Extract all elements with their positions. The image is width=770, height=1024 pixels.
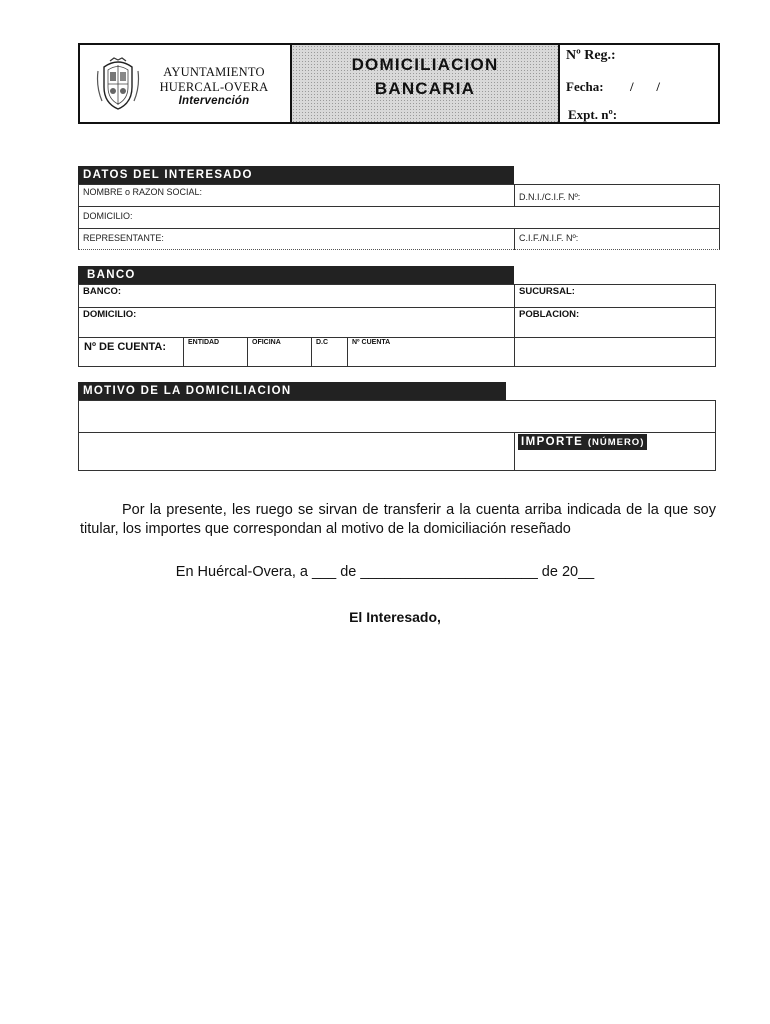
column-divider <box>514 433 515 470</box>
motivo-row <box>78 400 716 433</box>
organization-block <box>80 45 290 122</box>
banco-domicilio-row <box>78 307 716 338</box>
fecha-label: Fecha: <box>566 79 604 94</box>
dc-label: D.C <box>316 339 329 346</box>
sucursal-label: SUCURSAL: <box>519 286 575 297</box>
section-title-interesado: DATOS DEL INTERESADO <box>78 166 514 184</box>
representante-label: REPRESENTANTE: <box>83 233 164 243</box>
column-divider <box>347 338 348 366</box>
importe-row <box>78 432 716 471</box>
column-divider <box>514 285 515 307</box>
importe-label-text: IMPORTE <box>521 436 584 448</box>
entidad-label: ENTIDAD <box>188 339 220 346</box>
oficina-label: OFICINA <box>252 339 281 346</box>
expediente-label: Expt. nº: <box>568 107 618 122</box>
banco-label: BANCO: <box>83 286 121 297</box>
request-paragraph: Por la presente, les ruego se sirvan de transferir a la cuenta arriba indicada de la que soy titular, los importes que correspondan al motivo de la domiciliación reseñado <box>80 502 716 537</box>
domicilio-row <box>78 206 720 229</box>
org-name-line-2: HUERCAL-OVERA <box>159 80 269 94</box>
section-title-motivo: MOTIVO DE LA DOMICILIACION <box>78 382 506 400</box>
signature-label: El Interesado, <box>349 609 441 625</box>
numero-cuenta-label: Nº CUENTA <box>352 339 391 346</box>
cuenta-label: Nº DE CUENTA: <box>84 341 167 353</box>
cuenta-row <box>78 337 716 367</box>
form-title-box <box>290 43 560 124</box>
form-header <box>78 43 720 124</box>
banco-domicilio-label: DOMICILIO: <box>83 309 137 320</box>
representante-row <box>78 228 720 250</box>
reg-number-label: Nº Reg.: <box>566 48 616 63</box>
importe-label <box>518 434 647 450</box>
column-divider <box>247 338 248 366</box>
nombre-label: NOMBRE o RAZON SOCIAL: <box>83 187 203 197</box>
column-divider <box>514 229 515 250</box>
coat-of-arms-icon <box>96 57 140 111</box>
registry-block <box>560 45 718 122</box>
fecha-separators: / / <box>630 79 660 94</box>
importe-sub-label: (NÚMERO) <box>587 437 645 448</box>
column-divider <box>514 185 515 206</box>
column-divider <box>514 338 515 366</box>
banco-row <box>78 284 716 308</box>
department-name: Intervención <box>178 95 250 107</box>
dni-label: D.N.I./C.I.F. Nº: <box>519 192 581 202</box>
form-title-line-2: BANCARIA <box>374 79 476 98</box>
org-name-line-1: AYUNTAMIENTO <box>163 65 265 79</box>
section-title-banco: BANCO <box>78 266 514 284</box>
cif-label: C.I.F./N.I.F. Nº: <box>519 233 579 243</box>
domicilio-label: DOMICILIO: <box>83 211 133 221</box>
nombre-row <box>78 184 720 207</box>
column-divider <box>311 338 312 366</box>
column-divider <box>514 308 515 337</box>
column-divider <box>183 338 184 366</box>
form-title-line-1: DOMICILIACION <box>351 55 499 74</box>
place-date-line: En Huércal-Overa, a ___ de ______________________ de 20__ <box>175 564 595 580</box>
poblacion-label: POBLACION: <box>519 309 580 320</box>
